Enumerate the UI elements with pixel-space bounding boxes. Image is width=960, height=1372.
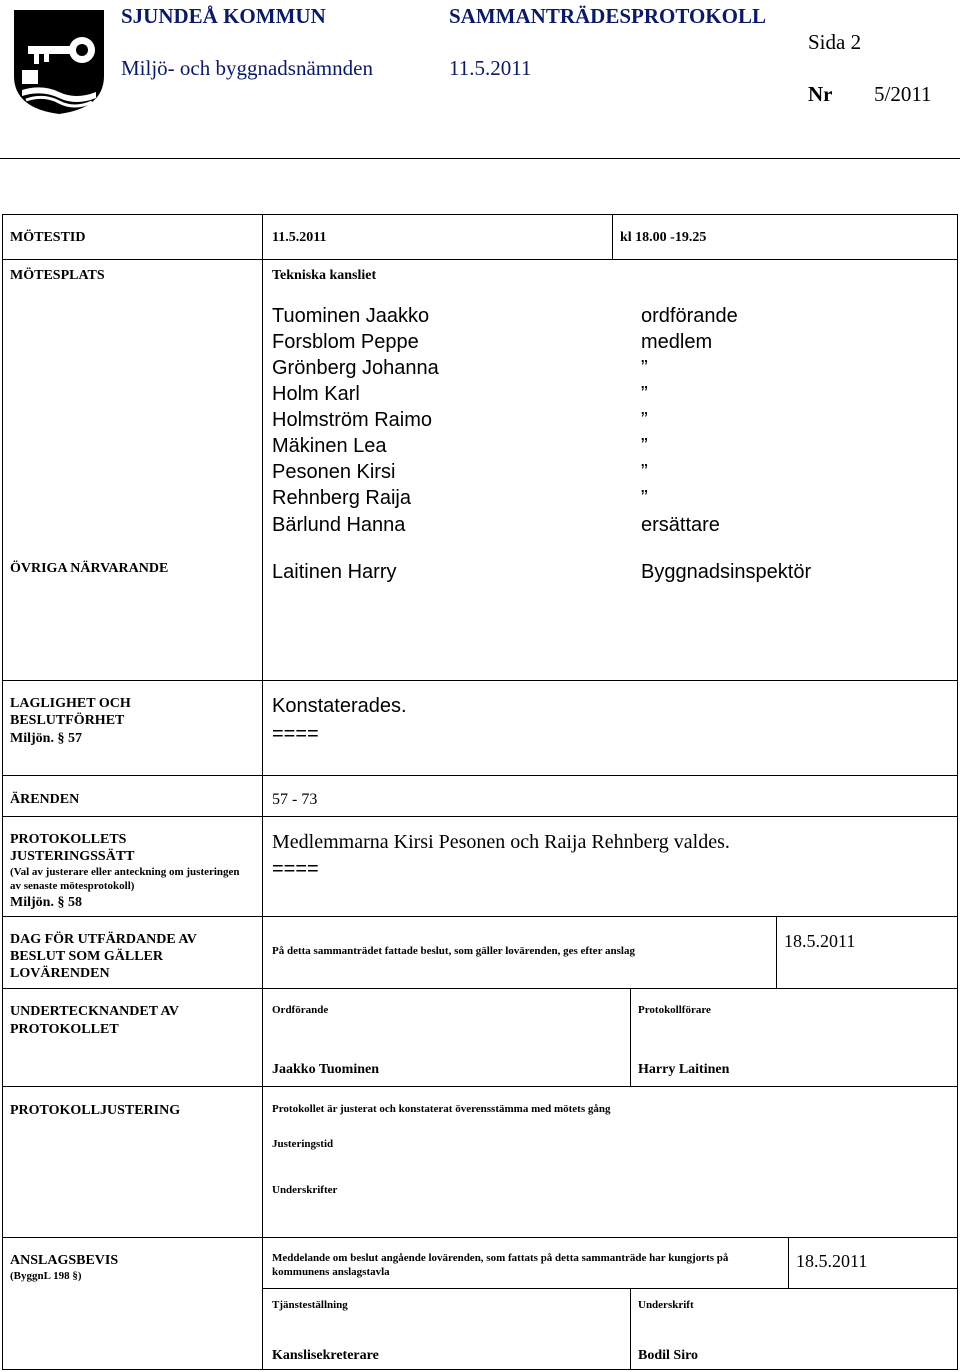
document-type: SAMMANTRÄDESPROTOKOLL (449, 4, 766, 28)
member-name: Mäkinen Lea (272, 435, 387, 457)
coat-of-arms-logo (12, 8, 106, 116)
member-name: Forsblom Peppe (272, 331, 419, 353)
legality-separator: ==== (272, 723, 319, 745)
signing-label-2: PROTOKOLLET (10, 1022, 119, 1037)
member-role: ordförande (641, 305, 738, 327)
meeting-place: Tekniska kansliet (272, 268, 377, 283)
other-present-role: Byggnadsinspektör (641, 561, 812, 583)
checking-time-label: Justeringstid (272, 1138, 334, 1150)
official-title: Kanslisekreterare (272, 1348, 379, 1363)
member-name: Holmström Raimo (272, 409, 433, 431)
notice-date: 18.5.2011 (796, 1251, 868, 1271)
checking-text: Protokollet är justerat och konstaterat överensstämma med mötets gång (272, 1103, 611, 1115)
signing-label: UNDERTECKNANDET AV (10, 1004, 179, 1019)
chair-label: Ordförande (272, 1004, 329, 1016)
official-label: Tjänsteställning (272, 1299, 348, 1311)
adjustment-separator: ==== (272, 858, 319, 880)
meeting-time-label: MÖTESTID (10, 230, 86, 245)
matters-label: ÄRENDEN (10, 792, 80, 807)
adjustment-text: Medlemmarna Kirsi Pesonen och Raija Rehnberg valdes. (272, 831, 730, 853)
committee-name: Miljö- och byggnadsnämnden (121, 56, 373, 80)
legality-text: Konstaterades. (272, 695, 407, 717)
nr-value: 5/2011 (874, 82, 932, 106)
notice-ref: (ByggnL 198 §) (10, 1270, 82, 1282)
legality-ref: Miljön. § 57 (10, 731, 82, 746)
checking-signatures-label: Underskrifter (272, 1184, 338, 1196)
notice-date-label: DAG FÖR UTFÄRDANDE AV (10, 932, 197, 947)
member-role: ersättare (641, 514, 720, 536)
checking-label: PROTOKOLLJUSTERING (10, 1103, 181, 1118)
notice-date-value: 18.5.2011 (784, 931, 856, 951)
page-number: Sida 2 (808, 30, 862, 54)
member-role: ” (641, 461, 648, 483)
member-name: Pesonen Kirsi (272, 461, 396, 483)
secretary-name: Harry Laitinen (638, 1062, 730, 1077)
notice-label: ANSLAGSBEVIS (10, 1253, 119, 1268)
member-role: ” (641, 435, 648, 457)
chair-name: Jaakko Tuominen (272, 1062, 379, 1077)
municipality-name: SJUNDEÅ KOMMUN (121, 4, 326, 28)
others-present-label: ÖVRIGA NÄRVARANDE (10, 561, 169, 576)
adjustment-label: PROTOKOLLETS (10, 832, 127, 847)
legality-label: LAGLIGHET OCH (10, 696, 131, 711)
member-name: Tuominen Jaakko (272, 305, 430, 327)
notice-text: Meddelande om beslut angående lovärenden, som fattats på detta sammanträde har kungjorts på (272, 1252, 729, 1264)
member-role: medlem (641, 331, 713, 353)
nr-label: Nr (808, 82, 833, 106)
adjustment-label-2: JUSTERINGSSÄTT (10, 849, 135, 864)
member-name: Rehnberg Raija (272, 487, 411, 509)
notice-date-label-3: LOVÄRENDEN (10, 966, 110, 981)
member-name: Bärlund Hanna (272, 514, 406, 536)
meeting-time: kl 18.00 -19.25 (620, 230, 707, 245)
adjustment-note: (Val av justerare eller anteckning om justeringen (10, 866, 240, 878)
notice-date-label-2: BESLUT SOM GÄLLER (10, 949, 164, 964)
secretary-label: Protokollförare (638, 1004, 711, 1016)
header-rule (0, 158, 960, 159)
signer-name: Bodil Siro (638, 1348, 699, 1363)
header-date: 11.5.2011 (449, 56, 532, 80)
meeting-date: 11.5.2011 (272, 230, 327, 245)
member-name: Holm Karl (272, 383, 360, 405)
member-role: ” (641, 357, 648, 379)
meeting-place-label: MÖTESPLATS (10, 268, 105, 283)
matters-value: 57 - 73 (272, 791, 318, 808)
notice-text-2: kommunens anslagstavla (272, 1266, 390, 1278)
member-name: Grönberg Johanna (272, 357, 439, 379)
notice-signature-label: Underskrift (638, 1299, 694, 1311)
member-role: ” (641, 487, 648, 509)
adjustment-note-2: av senaste mötesprotokoll) (10, 880, 135, 892)
member-role: ” (641, 383, 648, 405)
member-role: ” (641, 409, 648, 431)
adjustment-ref: Miljön. § 58 (10, 895, 82, 910)
legality-label-2: BESLUTFÖRHET (10, 713, 125, 728)
other-present-name: Laitinen Harry (272, 561, 397, 583)
notice-date-text: På detta sammanträdet fattade beslut, som gäller lovärenden, ges efter anslag (272, 945, 635, 957)
